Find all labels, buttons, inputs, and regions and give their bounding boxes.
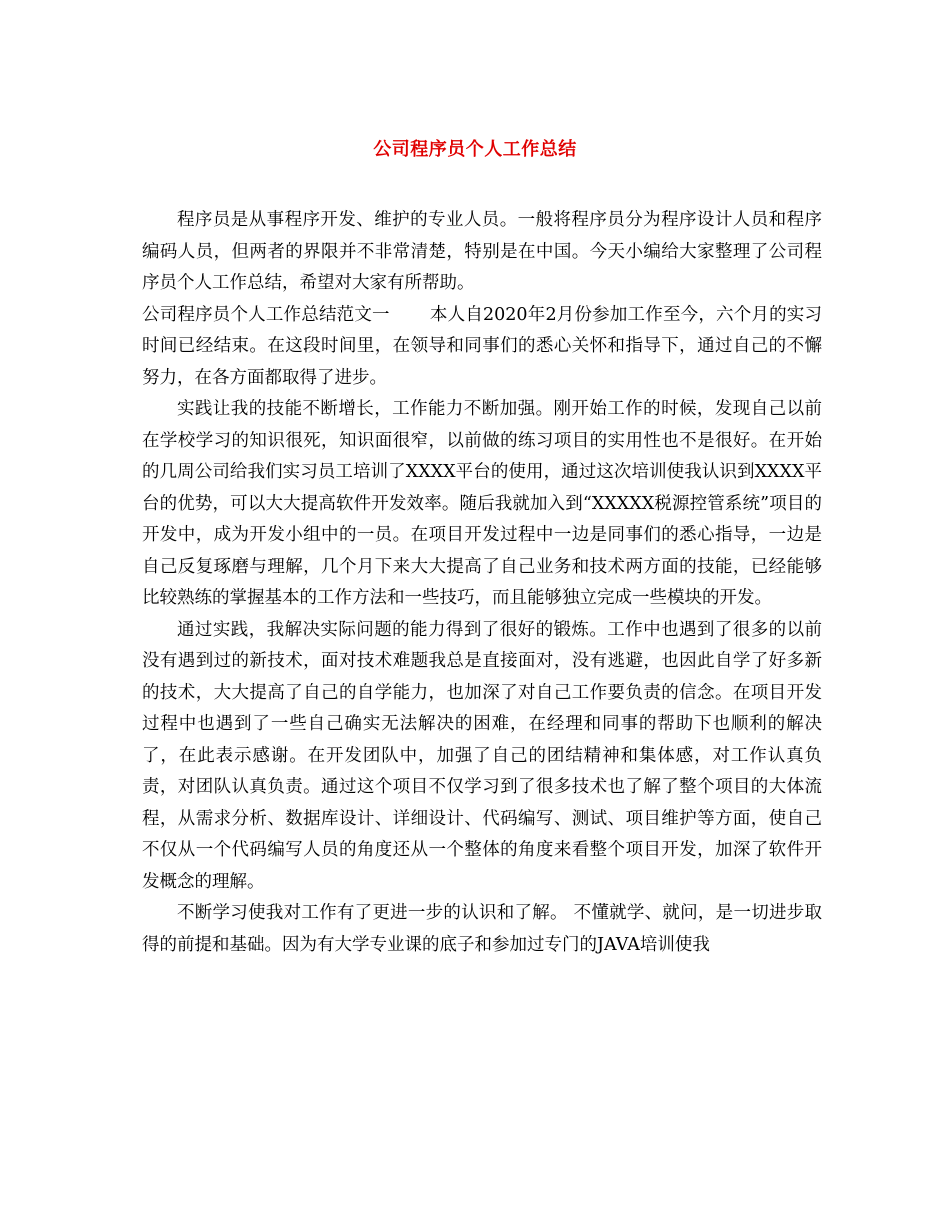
body-paragraph-3: 不断学习使我对工作有了更进一步的认识和了解。 不懂就学、就问，是一切进步取得的前提和基础。因为有大学专业课的底子和参加过专门的JAVA培训使我 [142,903,822,955]
document-title: 公司程序员个人工作总结 [373,139,577,160]
body-paragraph-2: 通过实践，我解决实际问题的能力得到了很好的锻炼。工作中也遇到了很多的以前没有遇到过的新技术，面对技术难题我总是直接面对，没有逃避，也因此自学了好多新的技术，大大提高了自己的自学能力，也加深了对自己工作要负责的信念。在项目开发过程中也遇到了一些自己确实无法解决的困难，在经理和同事的帮助下也顺利的解决了，在此表示感谢。在开发团队中，加强了自己的团结精神和集体感，对工作认真负责，对团队认真负责。通过这个项目不仅学习到了很多技术也了解了整个项目的大体流程，从需求分析、数据库设计、详细设计、代码编写、测试、项目维护等方面，使自己不仅从一个代码编写人员的角度还从一个整体的角度来看整个项目开发，加深了软件开发概念的理解。 [142,619,822,892]
body-paragraph-1: 实践让我的技能不断增长，工作能力不断加强。刚开始工作的时候，发现自己以前在学校学习的知识很死，知识面很窄，以前做的练习项目的实用性也不是很好。在开始的几周公司给我们实习员工培训了XXXX平台的使用，通过这次培训使我认识到XXXX平台的优势，可以大大提高软件开发效率。随后我就加入到“XXXXX税源控管系统”项目的开发中，成为开发小组中的一员。在项目开发过程中一边是同事们的悉心指导，一边是自己反复琢磨与理解，几个月下来大大提高了自己业务和技术两方面的技能，已经能够比较熟练的掌握基本的工作方法和一些技巧，而且能够独立完成一些模块的开发。 [142,399,822,608]
document-body [142,205,822,961]
sample-heading: 公司程序员个人工作总结范文一 [142,304,390,325]
sample-opening: 本人自2020年2月份参加工作至今，六个月的实习时间已经结束。在这段时间里，在领导和同事们的悉心关怀和指导下，通过自己的不懈努力，在各方面都取得了进步。 [142,304,823,388]
intro-paragraph: 程序员是从事程序开发、维护的专业人员。一般将程序员分为程序设计人员和程序编码人员，但两者的界限并不非常清楚，特别是在中国。今天小编给大家整理了公司程序员个人工作总结，希望对大家有所帮助。 [142,210,822,293]
sample-paragraph [142,300,822,395]
